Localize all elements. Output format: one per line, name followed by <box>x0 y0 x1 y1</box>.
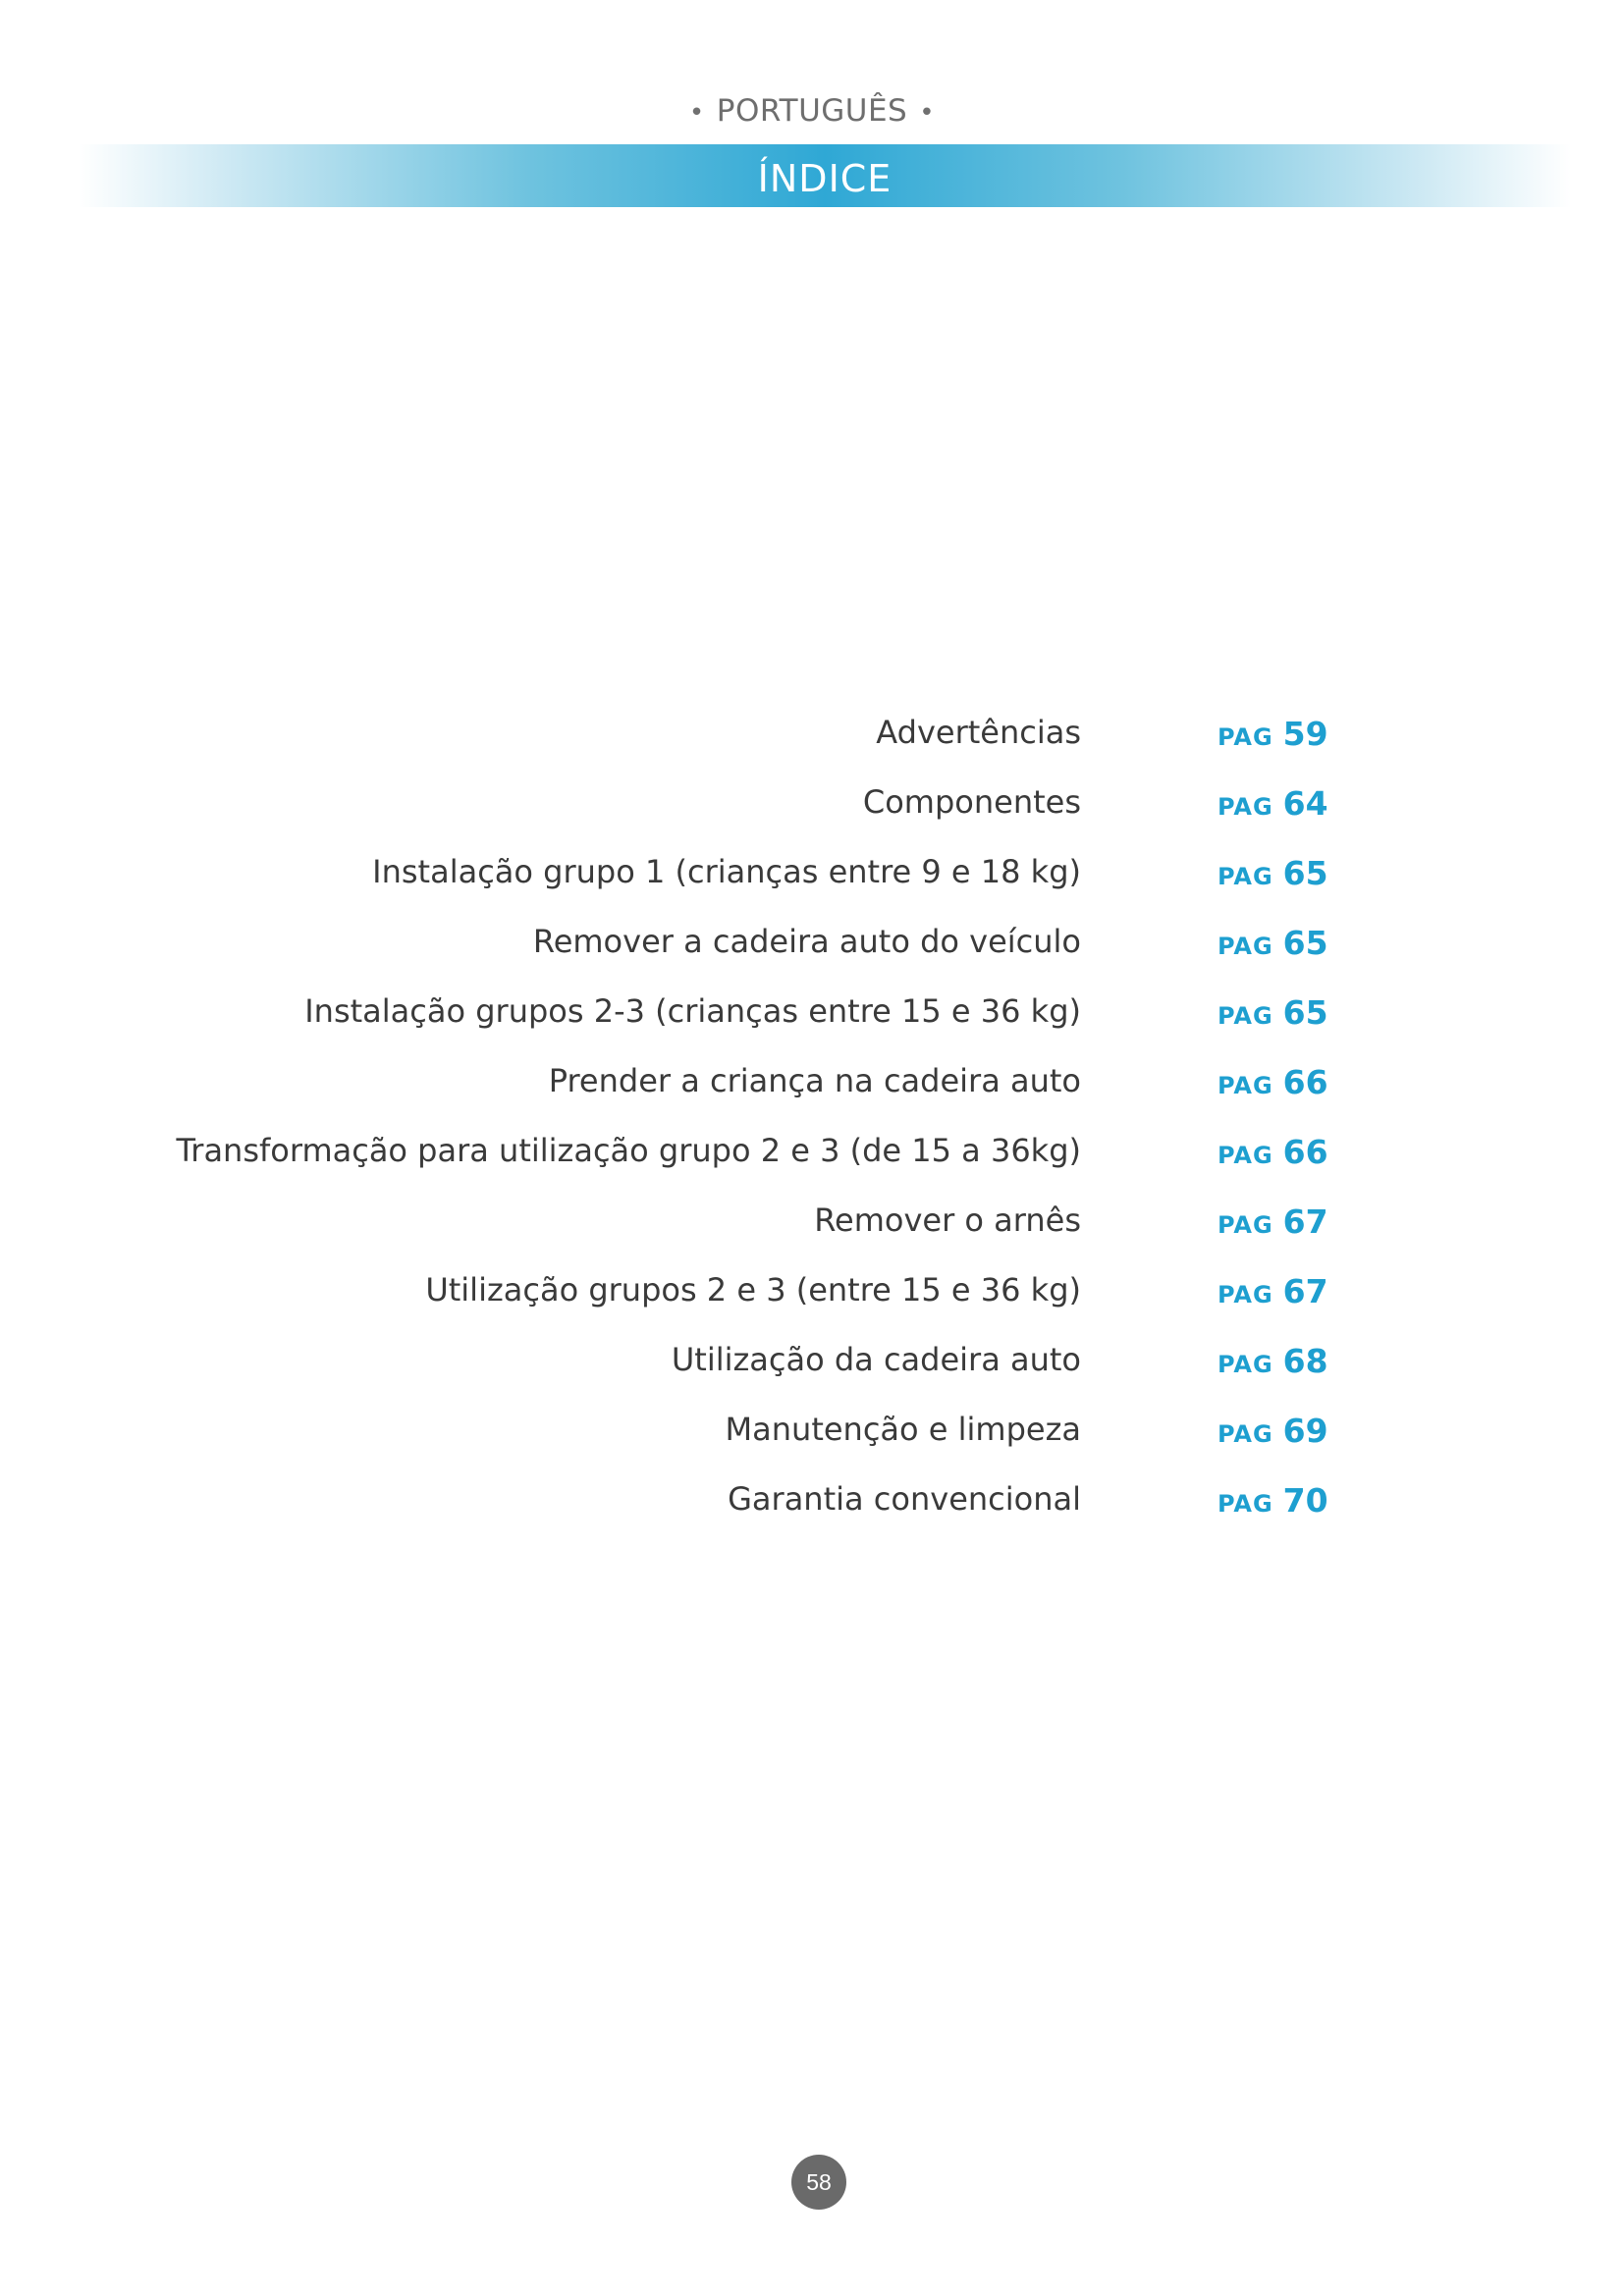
pag-label: PAG <box>1218 1211 1273 1239</box>
toc-entry-label: Transformação para utilização grupo 2 e 3 (de 15 a 36kg) <box>176 1132 1081 1169</box>
page-title: ÍNDICE <box>757 157 893 200</box>
toc-entry-label: Instalação grupo 1 (crianças entre 9 e 18 kg) <box>372 853 1081 890</box>
toc-entry[interactable] <box>295 773 1375 842</box>
toc-entry[interactable] <box>176 1121 1375 1191</box>
toc-entry[interactable] <box>295 1191 1375 1260</box>
toc-entry-page <box>1218 984 1328 1048</box>
toc-entry-page <box>1218 1332 1328 1397</box>
toc-entry-label: Prender a criança na cadeira auto <box>548 1062 1081 1099</box>
toc-entry-page <box>1218 705 1328 770</box>
toc-entry-page <box>1218 844 1328 909</box>
table-of-contents <box>176 703 1375 1539</box>
toc-entry-page <box>1218 1262 1328 1327</box>
pag-label: PAG <box>1218 1420 1273 1448</box>
page-number: 67 <box>1282 1272 1328 1310</box>
toc-entry-page <box>1218 1193 1328 1257</box>
toc-entry[interactable] <box>295 1051 1375 1121</box>
toc-entry[interactable] <box>295 842 1375 912</box>
pag-label: PAG <box>1218 723 1273 751</box>
pag-label: PAG <box>1218 863 1273 890</box>
toc-entry-page <box>1218 1053 1328 1118</box>
page-number: 65 <box>1282 854 1328 892</box>
page-number: 68 <box>1282 1342 1328 1380</box>
toc-entry-label: Garantia convencional <box>728 1480 1081 1518</box>
toc-entry[interactable] <box>295 1260 1375 1330</box>
page-number: 59 <box>1282 715 1328 753</box>
toc-entry-label: Advertências <box>876 714 1081 751</box>
page-number: 65 <box>1282 924 1328 962</box>
toc-entry-label: Remover a cadeira auto do veículo <box>532 923 1081 960</box>
toc-entry-page <box>1218 1402 1328 1467</box>
toc-entry[interactable] <box>295 1469 1375 1539</box>
page-number: 65 <box>1282 993 1328 1032</box>
language-header <box>0 86 1624 137</box>
pag-label: PAG <box>1218 1351 1273 1378</box>
pag-label: PAG <box>1218 1002 1273 1030</box>
language-label: PORTUGUÊS <box>716 93 908 129</box>
pag-label: PAG <box>1218 1072 1273 1099</box>
title-band <box>79 144 1571 207</box>
pag-label: PAG <box>1218 1142 1273 1169</box>
page-number: 64 <box>1282 784 1328 823</box>
toc-entry[interactable] <box>295 703 1375 773</box>
pag-label: PAG <box>1218 1490 1273 1518</box>
toc-entry-label: Manutenção e limpeza <box>725 1411 1081 1448</box>
page-number: 66 <box>1282 1133 1328 1171</box>
toc-entry-page <box>1218 1123 1328 1188</box>
toc-entry-page <box>1218 914 1328 979</box>
toc-entry[interactable] <box>295 1400 1375 1469</box>
page-number: 69 <box>1282 1412 1328 1450</box>
page-number: 67 <box>1282 1202 1328 1241</box>
bullet-left: • <box>688 98 705 128</box>
page-number: 66 <box>1282 1063 1328 1101</box>
pag-label: PAG <box>1218 1281 1273 1308</box>
pag-label: PAG <box>1218 793 1273 821</box>
toc-entry-label: Instalação grupos 2-3 (crianças entre 15 e 36 kg) <box>304 992 1081 1030</box>
toc-entry-label: Componentes <box>862 783 1081 821</box>
pag-label: PAG <box>1218 933 1273 960</box>
toc-entry-label: Utilização da cadeira auto <box>671 1341 1081 1378</box>
toc-entry-page <box>1218 1471 1328 1536</box>
toc-entry-page <box>1218 774 1328 839</box>
page-number: 70 <box>1282 1481 1328 1520</box>
toc-entry[interactable] <box>295 1330 1375 1400</box>
toc-entry[interactable] <box>295 982 1375 1051</box>
bullet-right: • <box>919 98 936 128</box>
toc-entry-label: Utilização grupos 2 e 3 (entre 15 e 36 kg) <box>425 1271 1081 1308</box>
page-number-badge: 58 <box>791 2155 846 2210</box>
toc-entry-label: Remover o arnês <box>814 1201 1081 1239</box>
toc-entry[interactable] <box>295 912 1375 982</box>
